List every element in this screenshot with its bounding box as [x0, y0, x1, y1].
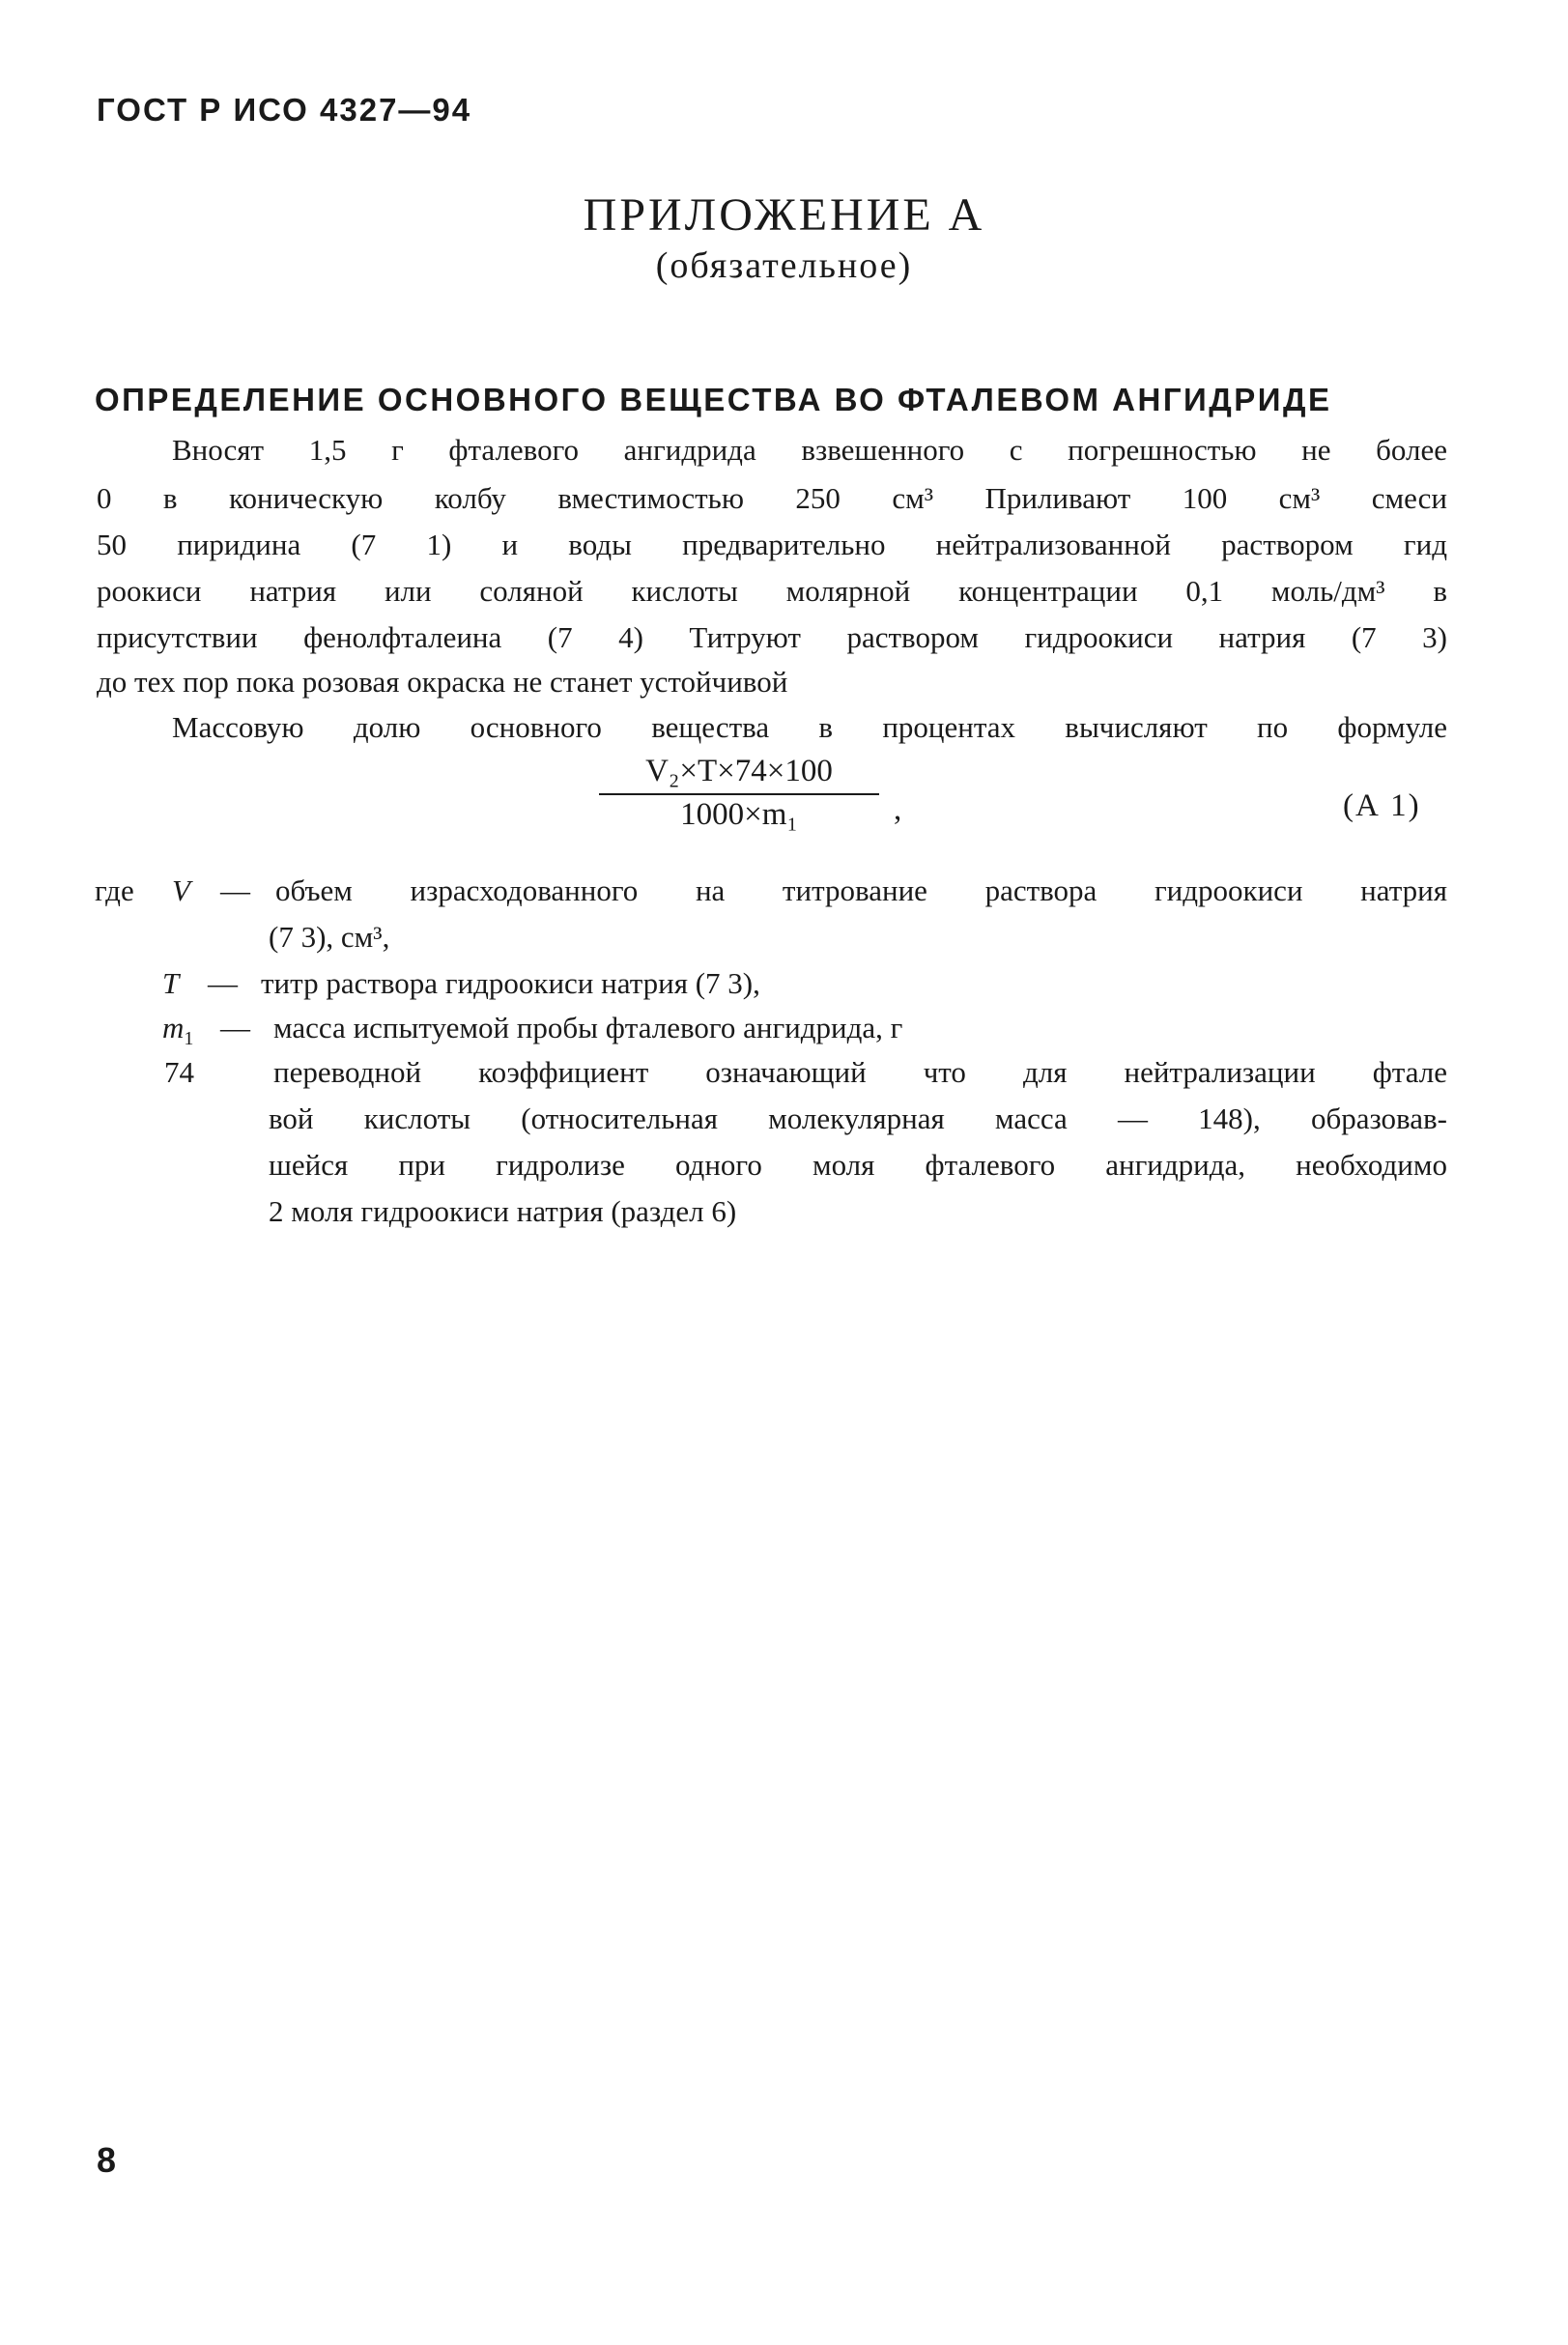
paragraph-line: присутствии фенолфталеина (7 4) Титруют раствором гидроокиси натрия (7 3)	[97, 620, 1447, 654]
section-heading: ОПРЕДЕЛЕНИЕ ОСНОВНОГО ВЕЩЕСТВА ВО ФТАЛЕВОМ АНГИДРИДЕ	[95, 382, 1332, 417]
where-word: где	[95, 873, 134, 907]
appendix-subtitle: (обязательное)	[655, 245, 913, 286]
formula-comma: ,	[894, 792, 902, 827]
paragraph-line: Вносят 1,5 г фталевого ангидрида взвешенного с погрешностью не более	[172, 433, 1447, 467]
legend-description: вой кислоты (относительная молекулярная масса — 148), образовав-	[269, 1101, 1447, 1135]
formula	[599, 754, 879, 833]
formula-numerator: V₂×T×74×100	[645, 754, 833, 788]
appendix-title: ПРИЛОЖЕНИЕ А	[583, 189, 985, 241]
legend-symbol-t: T	[162, 966, 180, 1000]
formula-number: (А 1)	[1343, 788, 1421, 823]
legend-description: (7 3), см³,	[269, 920, 390, 954]
legend-symbol-74: 74	[164, 1055, 194, 1089]
paragraph-formula-intro: Массовую долю основного вещества в процентах вычисляют по формуле	[172, 710, 1447, 744]
legend-description: 2 моля гидроокиси натрия (раздел 6)	[269, 1194, 737, 1228]
paragraph-line: 50 пиридина (7 1) и воды предварительно нейтрализованной раствором гид	[97, 528, 1447, 561]
legend-description: объем израсходованного на титрование раствора гидроокиси натрия	[275, 873, 1447, 907]
document-code: ГОСТ Р ИСО 4327—94	[97, 92, 472, 128]
legend-description: титр раствора гидроокиси натрия (7 3),	[261, 966, 760, 1000]
legend-description: переводной коэффициент означающий что для нейтрализации фтале	[273, 1055, 1447, 1089]
legend-dash: —	[208, 966, 238, 1000]
legend-symbol-v: V	[172, 873, 190, 907]
legend-dash: —	[220, 873, 250, 907]
legend-description: масса испытуемой пробы фталевого ангидрида, г	[273, 1011, 903, 1044]
legend-description: шейся при гидролизе одного моля фталевого ангидрида, необходимо	[269, 1148, 1447, 1182]
formula-denominator: 1000×m₁	[680, 797, 798, 832]
legend-dash: —	[220, 1011, 250, 1044]
page-number: 8	[97, 2140, 117, 2180]
paragraph-line: роокиси натрия или соляной кислоты молярной концентрации 0,1 моль/дм³ в	[97, 574, 1447, 608]
paragraph-line: 0 в коническую колбу вместимостью 250 см³ Приливают 100 см³ смеси	[97, 481, 1447, 515]
paragraph-line: до тех пор пока розовая окраска не станет устойчивой	[97, 665, 788, 699]
legend-symbol-m1: $m_1$	[162, 1011, 194, 1050]
